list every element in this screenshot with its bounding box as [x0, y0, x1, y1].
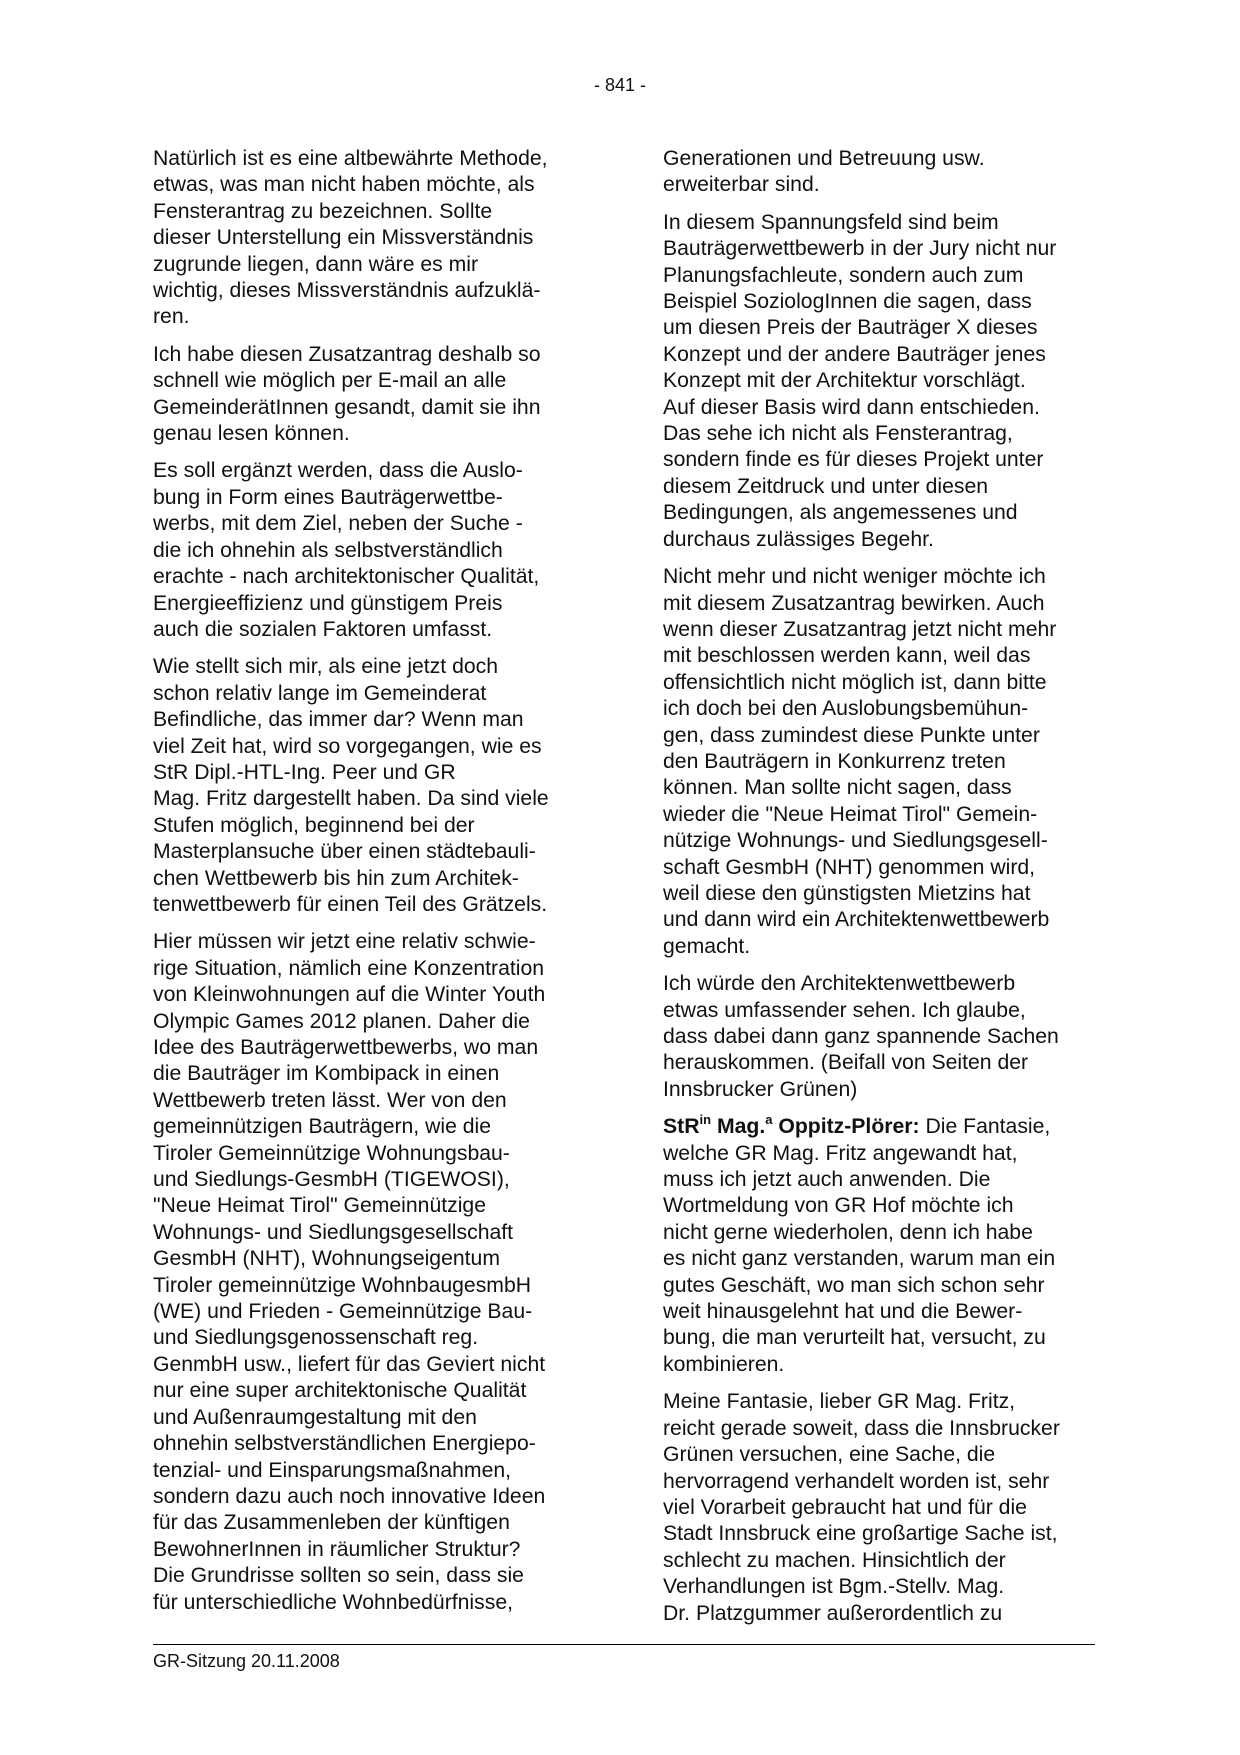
text-line: herauskommen. (Beifall von Seiten der — [663, 1051, 1029, 1075]
text-line: etwas, was man nicht haben möchte, als — [153, 173, 535, 197]
text-line: ren. — [153, 305, 190, 329]
paragraph — [153, 654, 583, 918]
text-line: mit diesem Zusatzantrag bewirken. Auch — [663, 591, 1045, 615]
text-line: viel Vorarbeit gebraucht hat und für die — [663, 1495, 1027, 1519]
text-line: die Bauträger im Kombipack in einen — [153, 1062, 500, 1086]
text-line: wenn dieser Zusatzantrag jetzt nicht mehr — [663, 617, 1057, 641]
text-line: dieser Unterstellung ein Missverständnis — [153, 226, 534, 250]
paragraph — [153, 342, 583, 448]
text-line: welche GR Mag. Fritz angewandt hat, — [663, 1141, 1018, 1165]
text-line: bung in Form eines Bauträgerwettbe- — [153, 485, 503, 509]
text-line: (WE) und Frieden - Gemeinnützige Bau- — [153, 1300, 533, 1324]
text-line: gutes Geschäft, wo man sich schon sehr — [663, 1273, 1045, 1297]
text-line: Olympic Games 2012 planen. Daher die — [153, 1009, 530, 1033]
text-line: Verhandlungen ist Bgm.-Stellv. Mag. — [663, 1575, 1005, 1599]
text-line: von Kleinwohnungen auf die Winter Youth — [153, 983, 546, 1007]
text-line: GesmbH (NHT), Wohnungseigentum — [153, 1247, 500, 1271]
paragraph — [153, 929, 583, 1616]
text-line: GenmbH usw., liefert für das Geviert nicht — [153, 1352, 546, 1376]
text-line: Wortmeldung von GR Hof möchte ich — [663, 1194, 1014, 1218]
text-line: auch die sozialen Faktoren umfasst. — [153, 617, 493, 641]
text-line: "Neue Heimat Tirol" Gemeinnützige — [153, 1194, 486, 1218]
paragraph — [663, 564, 1093, 960]
text-line: genau lesen können. — [153, 422, 350, 446]
text-line: und Siedlungsgenossenschaft reg. — [153, 1326, 479, 1350]
text-line: Bedingungen, als angemessenes und — [663, 501, 1018, 525]
text-line: Bauträgerwettbewerb in der Jury nicht nur — [663, 237, 1057, 261]
text-line: Ich habe diesen Zusatzantrag deshalb so — [153, 342, 541, 366]
text-line: Masterplansuche über einen städtebauli- — [153, 840, 536, 864]
paragraph — [663, 146, 1093, 199]
speaker-text — [663, 1142, 1055, 1376]
paragraph — [153, 146, 583, 331]
text-line: muss ich jetzt auch anwenden. Die — [663, 1168, 991, 1192]
text-line: durchaus zulässiges Begehr. — [663, 527, 934, 551]
text-line: chen Wettbewerb bis hin zum Architek- — [153, 866, 519, 890]
text-line: den Bauträgern in Konkurrenz treten — [663, 749, 1006, 773]
text-line: werbs, mit dem Ziel, neben der Suche - — [153, 512, 523, 536]
text-line: dass dabei dann ganz spannende Sachen — [663, 1025, 1059, 1048]
text-line: sondern finde es für dieses Projekt unter — [663, 448, 1044, 472]
text-line: Stadt Innsbruck eine großartige Sache ist, — [663, 1522, 1058, 1546]
text-line: hervorragend verhandelt worden ist, sehr — [663, 1469, 1050, 1493]
text-line: Fensterantrag zu bezeichnen. Sollte — [153, 199, 493, 223]
text-line: gemacht. — [663, 934, 751, 958]
text-line: In diesem Spannungsfeld sind beim — [663, 210, 999, 234]
text-line: Befindliche, das immer dar? Wenn man — [153, 708, 524, 732]
text-line: Grünen versuchen, eine Sache, die — [663, 1443, 996, 1467]
text-line: gemeinnützigen Bauträgern, wie die — [153, 1115, 492, 1139]
text-line: mit beschlossen werden kann, weil das — [663, 644, 1031, 668]
paragraph — [663, 1389, 1093, 1627]
text-line: nützige Wohnungs- und Siedlungsgesell- — [663, 829, 1048, 853]
text-line: Wettbewerb treten lässt. Wer von den — [153, 1088, 507, 1112]
text-line: viel Zeit hat, wird so vorgegangen, wie es — [153, 734, 542, 758]
text-line: Hier müssen wir jetzt eine relativ schwie- — [153, 930, 536, 954]
text-line: Planungsfachleute, sondern auch zum — [663, 263, 1024, 287]
text-line: diesem Zeitdruck und unter diesen — [663, 474, 989, 498]
page-number: - 841 - — [593, 75, 647, 95]
text-line: Wohnungs- und Siedlungsgesellschaft — [153, 1220, 514, 1244]
text-line: BewohnerInnen in räumlicher Struktur? — [153, 1537, 521, 1561]
text-line: Stufen möglich, beginnend bei der — [153, 813, 475, 837]
text-line: schnell wie möglich per E-mail an alle — [153, 369, 507, 393]
text-line: Beispiel SoziologInnen die sagen, dass — [663, 290, 1032, 314]
text-line: nur eine super architektonische Qualität — [153, 1379, 527, 1403]
text-line: Idee des Bauträgerwettbewerbs, wo man — [153, 1036, 539, 1059]
text-line: offensichtlich nicht möglich ist, dann bitte — [663, 670, 1047, 694]
paragraph — [663, 971, 1093, 1103]
text-line: wieder die "Neue Heimat Tirol" Gemein- — [663, 802, 1038, 826]
text-line: ohnehin selbstverständlichen Energiepo- — [153, 1432, 536, 1456]
text-line: und Siedlungs-GesmbH (TIGEWOSI), — [153, 1168, 510, 1192]
text-line: wichtig, dieses Missverständnis aufzuklä- — [153, 279, 541, 303]
text-line: Nicht mehr und nicht weniger möchte ich — [663, 565, 1046, 589]
text-line: Natürlich ist es eine altbewährte Methode, — [153, 147, 548, 170]
text-line: tenwettbewerb für einen Teil des Grätzels. — [153, 892, 548, 916]
text-line: die ich ohnehin als selbstverständlich — [153, 538, 503, 562]
text-line: Auf dieser Basis wird dann entschieden. — [663, 395, 1040, 419]
text-line: reicht gerade soweit, dass die Innsbrucker — [663, 1416, 1060, 1440]
text-line: Konzept mit der Architektur vorschlägt. — [663, 369, 1026, 393]
text-line: Mag. Fritz dargestellt haben. Da sind viele — [153, 787, 549, 811]
footer-rule — [153, 1644, 1095, 1645]
text-line: weit hinausgelehnt hat und die Bewer- — [663, 1300, 1023, 1324]
text-line: Meine Fantasie, lieber GR Mag. Fritz, — [663, 1390, 1016, 1414]
text-line: Tiroler gemeinnützige WohnbaugesmbH — [153, 1273, 532, 1297]
text-line: Innsbrucker Grünen) — [663, 1077, 858, 1101]
text-line: erweiterbar sind. — [663, 173, 820, 197]
text-line: gen, dass zumindest diese Punkte unter — [663, 723, 1040, 747]
text-line: Generationen und Betreuung usw. — [663, 147, 985, 170]
text-line: Das sehe ich nicht als Fensterantrag, — [663, 422, 1013, 446]
text-line: für das Zusammenleben der künftigen — [153, 1511, 510, 1535]
paragraph — [153, 458, 583, 643]
paragraph — [663, 210, 1093, 553]
text-line: Es soll ergänzt werden, dass die Auslo- — [153, 459, 523, 483]
text-line: Energieeffizienz und günstigem Preis — [153, 591, 503, 615]
text-line: Tiroler Gemeinnützige Wohnungsbau- — [153, 1141, 510, 1165]
text-line: kombinieren. — [663, 1352, 785, 1376]
text-line: sondern dazu auch noch innovative Ideen — [153, 1484, 546, 1508]
text-line: Konzept und der andere Bauträger jenes — [663, 342, 1046, 366]
text-line: etwas umfassender sehen. Ich glaube, — [663, 998, 1026, 1022]
text-line: erachte - nach architektonischer Qualität, — [153, 565, 540, 589]
text-line: Die Grundrisse sollten so sein, dass sie — [153, 1564, 524, 1588]
text-line: für unterschiedliche Wohnbedürfnisse, — [153, 1590, 514, 1614]
text-line: weil diese den günstigsten Mietzins hat — [663, 881, 1031, 905]
footer-text: GR-Sitzung 20.11.2008 — [153, 1651, 340, 1671]
text-line: rige Situation, nämlich eine Konzentration — [153, 956, 545, 980]
text-line: zugrunde liegen, dann wäre es mir — [153, 252, 479, 276]
text-line: können. Man sollte nicht sagen, dass — [663, 776, 1012, 800]
text-line: Dr. Platzgummer außerordentlich zu — [663, 1601, 1003, 1625]
text-line: schaft GesmbH (NHT) genommen wird, — [663, 855, 1036, 879]
text-line: um diesen Preis der Bauträger X dieses — [663, 316, 1038, 340]
text-line: Wie stellt sich mir, als eine jetzt doch — [153, 655, 499, 679]
text-line: tenzial- und Einsparungsmaßnahmen, — [153, 1458, 512, 1482]
text-line: schon relativ lange im Gemeinderat — [153, 681, 487, 705]
text-line: schlecht zu machen. Hinsichtlich der — [663, 1548, 1006, 1572]
text-line: und dann wird ein Architektenwettbewerb — [663, 908, 1050, 932]
text-line: StR Dipl.-HTL-Ing. Peer und GR — [153, 760, 456, 784]
text-line: nicht gerne wiederholen, denn ich habe — [663, 1220, 1033, 1244]
right-column — [663, 146, 1093, 1638]
speaker-name: StR$^{in}$ Mag.$^a$ Oppitz-Plörer: — [663, 1112, 920, 1139]
text-line: ich doch bei den Auslobungsbemühun- — [663, 697, 1029, 721]
text-line: GemeinderätInnen gesandt, damit sie ihn — [153, 395, 541, 419]
text-line: es nicht ganz verstanden, warum man ein — [663, 1247, 1056, 1271]
text-line: und Außenraumgestaltung mit den — [153, 1405, 477, 1429]
paragraph-speaker: StR$^{in}$ Mag.$^a$ Oppitz-Plörer: Die Fantasie, welche GR Mag. Fritz angewandt hat, muss ich jetzt auch anwenden. Die Wortmeldung von GR Hof möchte ich nicht gerne wiederholen, denn ich habe es nicht ganz verstanden, warum man ein gutes Geschäft, wo man sich schon sehr weit hinausgelehnt hat und die Bewer- bung, die man verurteilt hat, versucht, zu kombinieren. — [663, 1112, 1056, 1376]
left-column — [153, 146, 583, 1627]
text-line: bung, die man verurteilt hat, versucht, zu — [663, 1326, 1046, 1350]
text-line: Ich würde den Architektenwettbewerb — [663, 972, 1016, 996]
